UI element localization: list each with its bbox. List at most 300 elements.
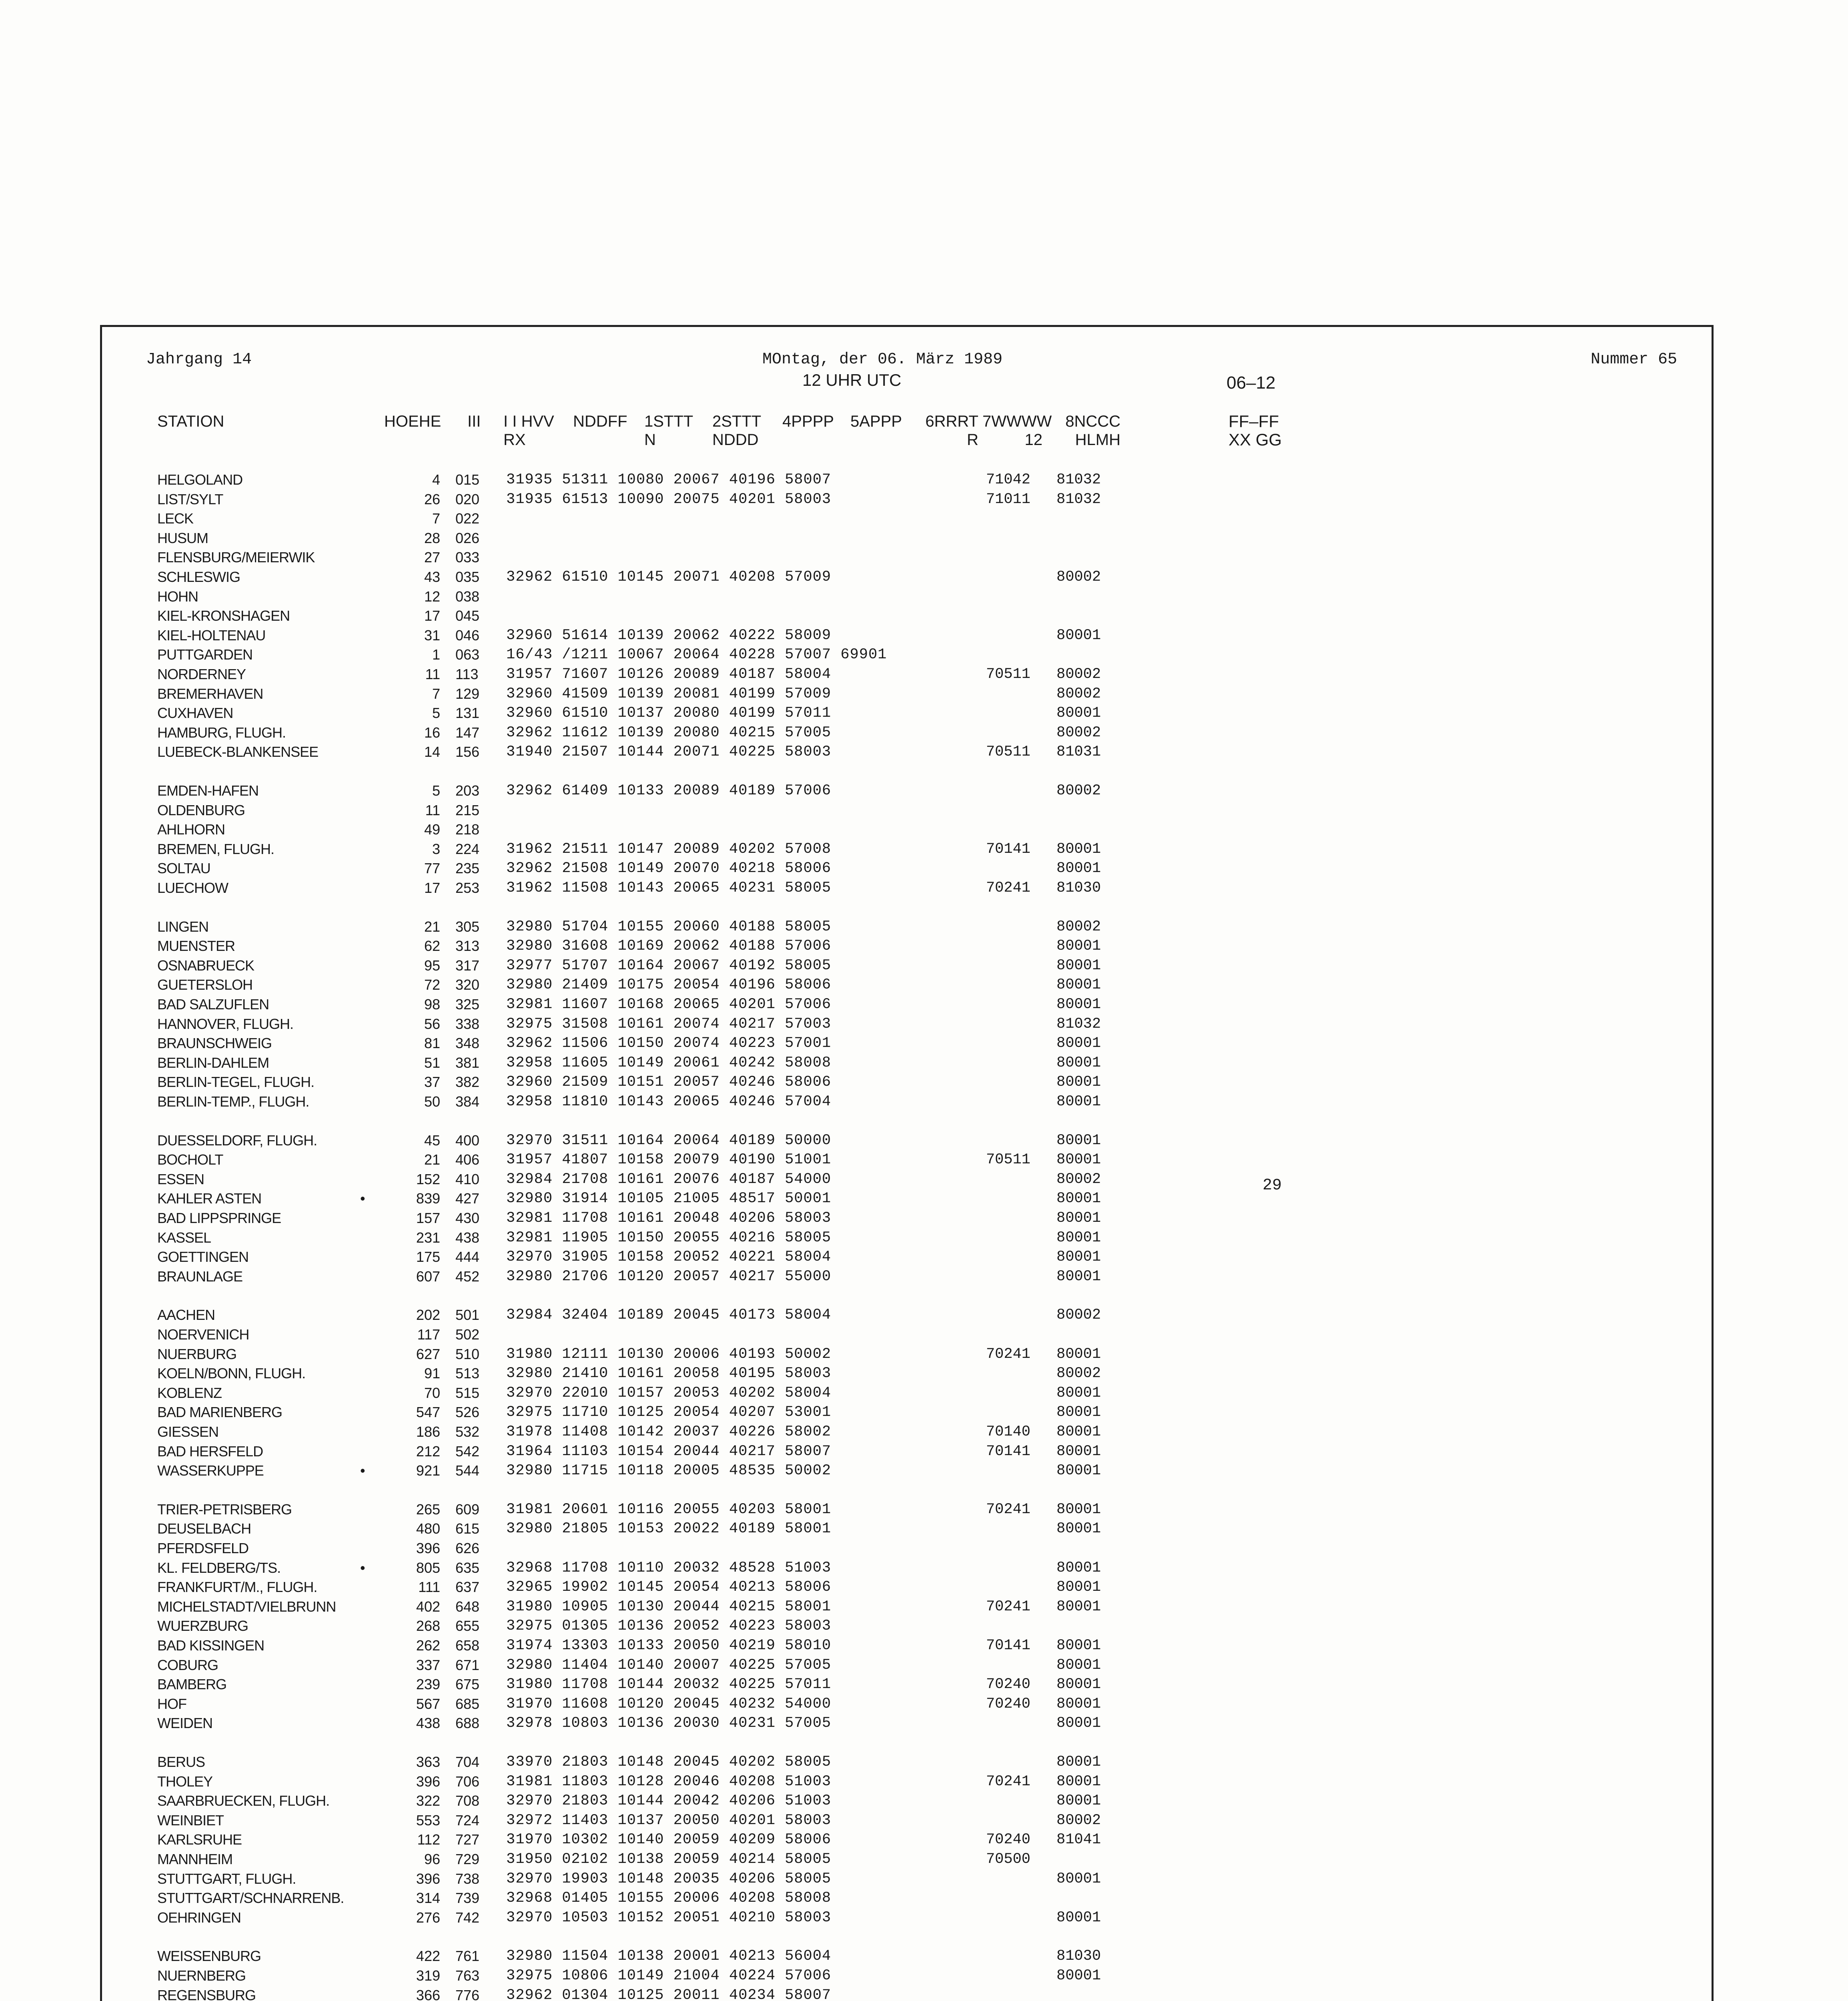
synop-groups: 32980 21706 10120 20057 40217 55000 [506, 1268, 832, 1285]
station-height: 202 [416, 1307, 440, 1323]
station-height: 37 [424, 1074, 440, 1090]
synop-groups: 32962 11506 10150 20074 40223 57001 [506, 1035, 832, 1052]
station-height: 43 [424, 569, 440, 585]
station-height: 17 [424, 880, 440, 896]
synop-groups: 32984 32404 10189 20045 40173 58004 [506, 1307, 832, 1323]
station-name: NORDERNEY [157, 666, 246, 682]
station-name: KOBLENZ [157, 1385, 222, 1401]
station-name: GIESSEN [157, 1424, 219, 1440]
station-name: NUERNBERG [157, 1967, 246, 1984]
station-name: KOELN/BONN, FLUGH. [157, 1365, 306, 1381]
station-height: 314 [416, 1890, 440, 1906]
station-name: TRIER-PETRISBERG [157, 1501, 292, 1518]
station-id: 704 [455, 1754, 480, 1770]
station-height: 422 [416, 1948, 440, 1964]
station-height: 921 [416, 1462, 440, 1479]
station-height: 276 [416, 1909, 440, 1926]
cloud-group: 80002 [1056, 1365, 1101, 1382]
station-name: GOETTINGEN [157, 1249, 249, 1265]
synop-groups: 31980 11708 10144 20032 40225 57011 [506, 1676, 832, 1693]
synop-groups: 32980 31914 10105 21005 48517 50001 [506, 1190, 832, 1207]
station-name: DEUSELBACH [157, 1520, 251, 1537]
synop-groups: 32980 11404 10140 20007 40225 57005 [506, 1657, 832, 1674]
col-c4: 2STTT NDDD [712, 413, 762, 449]
station-height: 14 [424, 744, 440, 760]
station-name: LECK [157, 510, 194, 527]
station-height: 805 [416, 1560, 440, 1576]
synop-groups: 32970 10503 10152 20051 40210 58003 [506, 1909, 832, 1926]
station-id: 739 [455, 1890, 480, 1906]
cloud-group: 80001 [1056, 1151, 1101, 1168]
weather-group: 70241 [986, 880, 1030, 896]
station-name: PUTTGARDEN [157, 646, 253, 663]
station-height: 5 [432, 782, 440, 799]
cloud-group: 80001 [1056, 1792, 1101, 1809]
station-id: 444 [455, 1249, 480, 1265]
station-name: PFERDSFELD [157, 1540, 249, 1556]
synop-groups: 31957 71607 10126 20089 40187 58004 [506, 666, 832, 683]
weather-group: 70511 [986, 744, 1030, 760]
station-name: SCHLESWIG [157, 569, 241, 585]
synop-groups: 32960 51614 10139 20062 40222 58009 [506, 627, 832, 644]
station-id: 410 [455, 1171, 480, 1187]
synop-groups: 32962 61409 10133 20089 40189 57006 [506, 782, 832, 799]
cloud-group: 80002 [1056, 782, 1101, 799]
station-id: 348 [455, 1035, 480, 1051]
synop-groups: 32962 61510 10145 20071 40208 57009 [506, 569, 832, 585]
station-height: 268 [416, 1618, 440, 1634]
synop-groups: 32962 11612 10139 20080 40215 57005 [506, 724, 832, 741]
col-c7: 6RRRT R [925, 413, 978, 449]
station-id: 022 [455, 510, 480, 527]
cloud-group: 80001 [1056, 1132, 1101, 1149]
station-height: 396 [416, 1540, 440, 1556]
station-name: LUEBECK-BLANKENSEE [157, 744, 319, 760]
synop-groups: 32970 19903 10148 20035 40206 58005 [506, 1871, 832, 1887]
station-id: 325 [455, 996, 480, 1013]
station-height: 72 [424, 976, 440, 993]
station-height: 265 [416, 1501, 440, 1518]
station-height: 157 [416, 1210, 440, 1226]
station-name: BAD MARIENBERG [157, 1404, 283, 1420]
synop-groups: 32978 10803 10136 20030 40231 57005 [506, 1715, 832, 1732]
cloud-group: 80001 [1056, 938, 1101, 954]
station-id: 045 [455, 608, 480, 624]
station-name: HUSUM [157, 530, 208, 546]
station-name: EMDEN-HAFEN [157, 782, 259, 799]
station-name: WEINBIET [157, 1812, 224, 1829]
cloud-group: 80001 [1056, 1520, 1101, 1537]
side-note: 29 [1263, 1177, 1282, 1195]
station-height: 553 [416, 1812, 440, 1829]
station-height: 12 [424, 588, 440, 605]
mountain-marker: • [360, 1462, 365, 1479]
station-name: REGENSBURG [157, 1987, 256, 2001]
synop-groups: 31980 12111 10130 20006 40193 50002 [506, 1346, 832, 1363]
station-height: 31 [424, 627, 440, 644]
station-height: 7 [432, 686, 440, 702]
station-height: 186 [416, 1424, 440, 1440]
station-height: 95 [424, 957, 440, 974]
station-name: BAD HERSFELD [157, 1443, 263, 1460]
station-id: 513 [455, 1365, 480, 1381]
col-c1: I I HVV RX [503, 413, 554, 449]
cloud-group: 80001 [1056, 1637, 1101, 1654]
station-name: KL. FELDBERG/TS. [157, 1560, 281, 1576]
cloud-group: 81031 [1056, 744, 1101, 760]
synop-groups: 32970 31905 10158 20052 40221 58004 [506, 1249, 832, 1265]
mountain-marker: • [360, 1560, 365, 1576]
station-name: HELGOLAND [157, 471, 243, 488]
station-id: 253 [455, 880, 480, 896]
synop-groups: 32960 21509 10151 20057 40246 58006 [506, 1074, 832, 1091]
station-id: 502 [455, 1326, 480, 1343]
cloud-group: 80001 [1056, 976, 1101, 993]
station-id: 203 [455, 782, 480, 799]
station-id: 544 [455, 1462, 480, 1479]
station-id: 400 [455, 1132, 480, 1149]
station-id: 658 [455, 1637, 480, 1654]
weather-group: 71042 [986, 471, 1030, 488]
station-height: 402 [416, 1598, 440, 1615]
col-c2: NDDFF [573, 413, 627, 430]
station-id: 763 [455, 1967, 480, 1984]
station-name: BRAUNLAGE [157, 1268, 243, 1285]
station-id: 727 [455, 1831, 480, 1848]
station-name: STUTTGART, FLUGH. [157, 1871, 296, 1887]
station-name: HOHN [157, 588, 198, 605]
col-c8: 7WWWW 12 [982, 413, 1052, 449]
weather-group: 70141 [986, 841, 1030, 858]
station-height: 62 [424, 938, 440, 954]
col-hoehe: HOEHE [384, 413, 441, 430]
synop-groups: 32980 21410 10161 20058 40195 58003 [506, 1365, 832, 1382]
station-id: 033 [455, 549, 480, 565]
col-c6: 5APPP [850, 413, 902, 430]
synop-groups: 31950 02102 10138 20059 40214 58005 [506, 1851, 832, 1868]
station-id: 615 [455, 1520, 480, 1537]
station-id: 381 [455, 1055, 480, 1071]
synop-groups: 32975 10806 10149 21004 40224 57006 [506, 1967, 832, 1984]
station-id: 671 [455, 1657, 480, 1673]
cloud-group: 80001 [1056, 1443, 1101, 1460]
cloud-group: 80001 [1056, 1093, 1101, 1110]
col-station: STATION [157, 413, 224, 430]
side-header: FF–FF XX GG [1229, 412, 1282, 449]
weather-group: 70500 [986, 1851, 1030, 1868]
cloud-group: 80002 [1056, 724, 1101, 741]
station-name: OEHRINGEN [157, 1909, 241, 1926]
station-id: 320 [455, 976, 480, 993]
weather-group: 70141 [986, 1443, 1030, 1460]
report-frame [100, 325, 1714, 2001]
cloud-group: 81032 [1056, 1016, 1101, 1033]
synop-groups: 32968 01405 10155 20006 40208 58008 [506, 1890, 832, 1907]
station-height: 16 [424, 724, 440, 741]
cloud-group: 80002 [1056, 1307, 1101, 1323]
station-height: 607 [416, 1268, 440, 1285]
station-height: 366 [416, 1987, 440, 2001]
cloud-group: 80001 [1056, 1715, 1101, 1732]
station-id: 648 [455, 1598, 480, 1615]
cloud-group: 80001 [1056, 1268, 1101, 1285]
cloud-group: 80001 [1056, 1598, 1101, 1615]
station-name: BERLIN-TEGEL, FLUGH. [157, 1074, 315, 1090]
station-height: 112 [417, 1831, 440, 1848]
cloud-group: 80001 [1056, 1676, 1101, 1693]
station-name: HANNOVER, FLUGH. [157, 1016, 294, 1032]
cloud-group: 80001 [1056, 1967, 1101, 1984]
station-name: NOERVENICH [157, 1326, 249, 1343]
station-id: 020 [455, 491, 480, 507]
station-height: 212 [416, 1443, 440, 1460]
station-height: 28 [424, 530, 440, 546]
station-height: 547 [416, 1404, 440, 1420]
station-id: 131 [455, 705, 480, 721]
synop-groups: 32970 31511 10164 20064 40189 50000 [506, 1132, 832, 1149]
station-name: BREMEN, FLUGH. [157, 841, 275, 857]
weather-group: 71011 [986, 491, 1030, 508]
weather-group: 70141 [986, 1637, 1030, 1654]
station-name: SOLTAU [157, 860, 210, 876]
station-name: COBURG [157, 1657, 218, 1673]
synop-groups: 32984 21708 10161 20076 40187 54000 [506, 1171, 832, 1188]
synop-groups: 32958 11810 10143 20065 40246 57004 [506, 1093, 832, 1110]
report-time: 12 UHR UTC [802, 371, 902, 389]
station-name: DUESSELDORF, FLUGH. [157, 1132, 317, 1149]
synop-groups: 32972 11403 10137 20050 40201 58003 [506, 1812, 832, 1829]
station-height: 27 [424, 549, 440, 565]
station-name: HOF [157, 1696, 186, 1712]
cloud-group: 80001 [1056, 1560, 1101, 1576]
station-name: BAD SALZUFLEN [157, 996, 269, 1013]
station-height: 4 [432, 471, 440, 488]
station-id: 738 [455, 1871, 480, 1887]
station-id: 742 [455, 1909, 480, 1926]
station-height: 111 [418, 1579, 440, 1595]
station-name: WEISSENBURG [157, 1948, 261, 1964]
station-name: LIST/SYLT [157, 491, 223, 507]
station-height: 438 [416, 1715, 440, 1731]
station-id: 046 [455, 627, 480, 644]
synop-groups: 32970 21803 10144 20042 40206 51003 [506, 1792, 832, 1809]
station-id: 430 [455, 1210, 480, 1226]
station-name: BAMBERG [157, 1676, 227, 1692]
station-height: 839 [416, 1190, 440, 1207]
station-height: 319 [416, 1967, 440, 1984]
synop-groups: 32960 61510 10137 20080 40199 57011 [506, 705, 832, 722]
station-id: 218 [455, 821, 480, 838]
station-name: BRAUNSCHWEIG [157, 1035, 272, 1051]
station-name: MANNHEIM [157, 1851, 233, 1867]
cloud-group: 80002 [1056, 918, 1101, 935]
station-height: 231 [416, 1229, 440, 1246]
synop-groups: 16/43 /1211 10067 20064 40228 57007 69901 [506, 646, 887, 663]
cloud-group: 80002 [1056, 1812, 1101, 1829]
station-height: 81 [424, 1035, 440, 1051]
station-id: 406 [455, 1151, 480, 1168]
cloud-group: 80002 [1056, 1171, 1101, 1188]
synop-groups: 32975 01305 10136 20052 40223 58003 [506, 1618, 832, 1634]
cloud-group: 80001 [1056, 1696, 1101, 1712]
station-height: 175 [416, 1249, 440, 1265]
station-id: 427 [455, 1190, 480, 1207]
cloud-group: 81030 [1056, 880, 1101, 896]
station-id: 035 [455, 569, 480, 585]
station-name: FRANKFURT/M., FLUGH. [157, 1579, 317, 1595]
synop-groups: 31980 10905 10130 20044 40215 58001 [506, 1598, 832, 1615]
station-height: 49 [424, 821, 440, 838]
synop-groups: 32975 31508 10161 20074 40217 57003 [506, 1016, 832, 1033]
cloud-group: 80002 [1056, 686, 1101, 702]
synop-groups: 31962 21511 10147 20089 40202 57008 [506, 841, 832, 858]
station-id: 038 [455, 588, 480, 605]
synop-groups: 31935 51311 10080 20067 40196 58007 [506, 471, 832, 488]
synop-groups: 32981 11708 10161 20048 40206 58003 [506, 1210, 832, 1227]
station-id: 685 [455, 1696, 480, 1712]
station-id: 129 [455, 686, 480, 702]
weather-group: 70240 [986, 1676, 1030, 1693]
station-name: NUERBURG [157, 1346, 237, 1362]
station-id: 063 [455, 646, 480, 663]
cloud-group: 80001 [1056, 1074, 1101, 1091]
station-name: KIEL-KRONSHAGEN [157, 608, 290, 624]
station-id: 313 [455, 938, 480, 954]
synop-groups: 32958 11605 10149 20061 40242 58008 [506, 1055, 832, 1071]
station-id: 708 [455, 1792, 480, 1809]
station-id: 761 [455, 1948, 480, 1964]
cloud-group: 80001 [1056, 1657, 1101, 1674]
station-id: 305 [455, 918, 480, 935]
station-name: KAHLER ASTEN [157, 1190, 262, 1207]
station-id: 609 [455, 1501, 480, 1518]
station-height: 45 [424, 1132, 440, 1149]
station-height: 322 [416, 1792, 440, 1809]
weather-group: 70240 [986, 1831, 1030, 1848]
cloud-group: 80001 [1056, 1346, 1101, 1363]
weather-group: 70140 [986, 1424, 1030, 1440]
station-height: 17 [424, 608, 440, 624]
station-height: 51 [424, 1055, 440, 1071]
station-name: BERUS [157, 1754, 205, 1770]
station-height: 117 [417, 1326, 440, 1343]
cloud-group: 80001 [1056, 1385, 1101, 1402]
station-name: OSNABRUECK [157, 957, 255, 974]
synop-groups: 32980 11715 10118 20005 48535 50002 [506, 1462, 832, 1479]
synop-groups: 31981 11803 10128 20046 40208 51003 [506, 1773, 832, 1790]
synop-groups: 32980 51704 10155 20060 40188 58005 [506, 918, 832, 935]
station-name: LINGEN [157, 918, 209, 935]
station-height: 396 [416, 1773, 440, 1790]
date-label: MOntag, der 06. März 1989 [762, 351, 1003, 369]
synop-groups: 32965 19902 10145 20054 40213 58006 [506, 1579, 832, 1596]
col-c5: 4PPPP [782, 413, 834, 430]
synop-groups: 32980 11504 10138 20001 40213 56004 [506, 1948, 832, 1965]
station-id: 235 [455, 860, 480, 876]
synop-groups: 32970 22010 10157 20053 40202 58004 [506, 1385, 832, 1402]
station-height: 1 [432, 646, 440, 663]
station-name: KARLSRUHE [157, 1831, 242, 1848]
station-name: BERLIN-TEMP., FLUGH. [157, 1093, 309, 1110]
station-name: LUECHOW [157, 880, 228, 896]
cloud-group: 80002 [1056, 569, 1101, 585]
cloud-group: 80001 [1056, 1579, 1101, 1596]
cloud-group: 80001 [1056, 1773, 1101, 1790]
station-height: 21 [424, 1151, 440, 1168]
station-name: BOCHOLT [157, 1151, 223, 1168]
station-id: 510 [455, 1346, 480, 1362]
station-id: 635 [455, 1560, 480, 1576]
station-name: ESSEN [157, 1171, 204, 1187]
synop-groups: 31970 10302 10140 20059 40209 58006 [506, 1831, 832, 1848]
cloud-group: 80001 [1056, 1501, 1101, 1518]
station-height: 363 [416, 1754, 440, 1770]
cloud-group: 81032 [1056, 471, 1101, 488]
station-id: 776 [455, 1987, 480, 2001]
station-id: 655 [455, 1618, 480, 1634]
station-name: GUETERSLOH [157, 976, 253, 993]
cloud-group: 80001 [1056, 1190, 1101, 1207]
station-name: AHLHORN [157, 821, 225, 838]
synop-groups: 32960 41509 10139 20081 40199 57009 [506, 686, 832, 702]
station-height: 262 [416, 1637, 440, 1654]
cloud-group: 80001 [1056, 1871, 1101, 1887]
station-id: 729 [455, 1851, 480, 1867]
synop-groups: 32968 11708 10110 20032 48528 51003 [506, 1560, 832, 1576]
station-id: 637 [455, 1579, 480, 1595]
station-name: BERLIN-DAHLEM [157, 1055, 269, 1071]
station-height: 480 [416, 1520, 440, 1537]
station-height: 50 [424, 1093, 440, 1110]
synop-groups: 31935 61513 10090 20075 40201 58003 [506, 491, 832, 508]
station-name: WASSERKUPPE [157, 1462, 264, 1479]
synop-groups: 32981 11905 10150 20055 40216 58005 [506, 1229, 832, 1246]
cloud-group: 80001 [1056, 1210, 1101, 1227]
col-iii: III [467, 413, 481, 430]
station-name: BREMERHAVEN [157, 686, 263, 702]
col-c9: 8NCCC HLMH [1065, 413, 1120, 449]
synop-groups: 31964 11103 10154 20044 40217 58007 [506, 1443, 832, 1460]
station-height: 21 [424, 918, 440, 935]
station-id: 526 [455, 1404, 480, 1420]
station-height: 337 [416, 1657, 440, 1673]
station-name: FLENSBURG/MEIERWIK [157, 549, 315, 565]
station-height: 98 [424, 996, 440, 1013]
station-id: 532 [455, 1424, 480, 1440]
cloud-group: 80001 [1056, 841, 1101, 858]
weather-group: 70511 [986, 1151, 1030, 1168]
station-id: 215 [455, 802, 480, 818]
station-height: 70 [424, 1385, 440, 1401]
station-height: 7 [432, 510, 440, 527]
cloud-group: 80001 [1056, 1909, 1101, 1926]
station-name: WUERZBURG [157, 1618, 248, 1634]
station-id: 338 [455, 1016, 480, 1032]
station-id: 438 [455, 1229, 480, 1246]
station-id: 026 [455, 530, 480, 546]
weather-group: 70241 [986, 1346, 1030, 1363]
station-id: 452 [455, 1268, 480, 1285]
station-name: OLDENBURG [157, 802, 245, 818]
station-name: CUXHAVEN [157, 705, 233, 721]
station-height: 77 [424, 860, 440, 876]
station-name: BAD KISSINGEN [157, 1637, 265, 1654]
station-id: 515 [455, 1385, 480, 1401]
station-name: MICHELSTADT/VIELBRUNN [157, 1598, 336, 1615]
period-label: 06–12 [1227, 373, 1276, 393]
station-height: 11 [425, 802, 440, 818]
weather-group: 70240 [986, 1696, 1030, 1712]
